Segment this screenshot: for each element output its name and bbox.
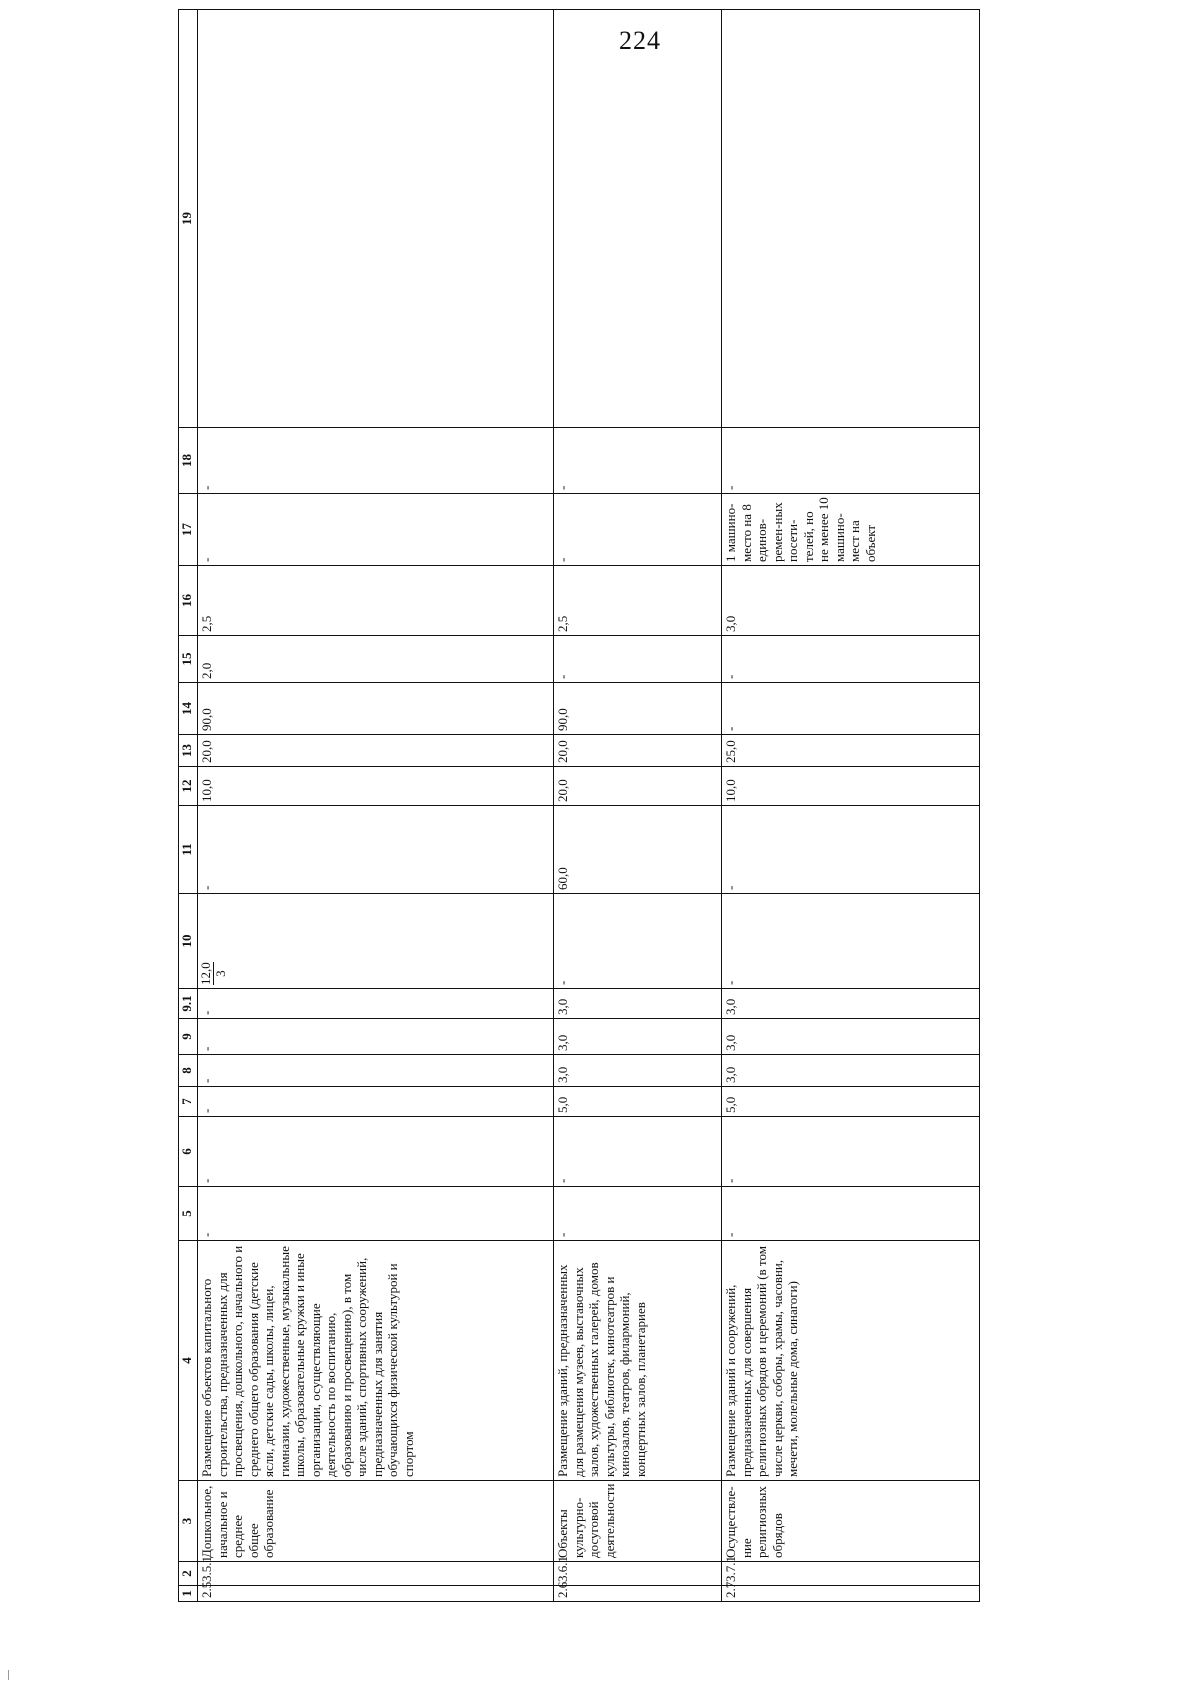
use-code: 3.7.1 — [722, 1562, 980, 1586]
cell-col14: - — [722, 683, 980, 735]
cell-col16: 2,5 — [198, 566, 554, 636]
header-cell: 1 — [179, 1586, 198, 1602]
cell-col5: - — [554, 1187, 722, 1241]
use-description: Размещение зданий, предназначенных для размещения музеев, выставочных залов, художественных галерей, домов культуры, библиотек, кинотеатров и кинозалов, театров, филармоний, концертных залов, планетариев — [554, 1241, 722, 1481]
use-name: Объекты культурно-досуговой деятельности — [554, 1481, 722, 1562]
page-number: 224 — [619, 26, 661, 55]
cell-col15: - — [554, 636, 722, 683]
cell-col12: 10,0 — [198, 767, 554, 806]
cell-col8: 3,0 — [722, 1055, 980, 1087]
cell-col6: - — [722, 1117, 980, 1187]
header-cell: 13 — [179, 735, 198, 767]
header-cell: 6 — [179, 1117, 198, 1187]
cell-col15: 2,0 — [198, 636, 554, 683]
header-cell: 10 — [179, 894, 198, 989]
cell-col9-1: 3,0 — [722, 989, 980, 1019]
cell-col17: 1 машино-место на 8 единов-ремен-ных посети-телей, но не менее 10 машино-мест на объект — [722, 494, 980, 566]
cell-col18: - — [198, 428, 554, 494]
use-code: 3.6.1 — [554, 1562, 722, 1586]
header-cell: 15 — [179, 636, 198, 683]
cell-col17: - — [554, 494, 722, 566]
row-number: 2.7 — [722, 1586, 980, 1602]
cell-col19 — [198, 10, 554, 428]
crop-mark — [8, 1670, 9, 1680]
cell-col12: 20,0 — [554, 767, 722, 806]
header-cell: 2 — [179, 1562, 198, 1586]
cell-col13: 20,0 — [554, 735, 722, 767]
cell-col9: 3,0 — [722, 1019, 980, 1055]
cell-col12: 10,0 — [722, 767, 980, 806]
cell-col18: - — [722, 428, 980, 494]
land-use-regulations-table — [178, 9, 980, 1602]
cell-col9: 3,0 — [554, 1019, 722, 1055]
fraction-denominator: 3 — [213, 970, 228, 977]
header-row — [179, 10, 198, 1602]
use-code: 3.5.1 — [198, 1562, 554, 1586]
cell-col15: - — [722, 636, 980, 683]
cell-col8: 3,0 — [554, 1055, 722, 1087]
cell-col16: 3,0 — [722, 566, 980, 636]
header-cell: 18 — [179, 428, 198, 494]
cell-col9: - — [198, 1019, 554, 1055]
cell-col5: - — [722, 1187, 980, 1241]
use-description: Размещение зданий и сооружений, предназначенных для совершения религиозных обрядов и церемоний (в том числе церкви, соборы, храмы, часовни, мечети, молельные дома, синагоги) — [722, 1241, 980, 1481]
rotated-table-wrapper — [178, 110, 978, 1602]
cell-col11: 60,0 — [554, 806, 722, 894]
cell-col10: - — [554, 894, 722, 989]
cell-col11: - — [198, 806, 554, 894]
row-number: 2.6 — [554, 1586, 722, 1602]
table-row — [722, 10, 980, 1602]
header-cell: 17 — [179, 494, 198, 566]
header-cell: 7 — [179, 1087, 198, 1117]
fraction — [199, 962, 228, 985]
cell-col5: - — [198, 1187, 554, 1241]
cell-col8: - — [198, 1055, 554, 1087]
cell-col19 — [554, 10, 722, 428]
cell-col11: - — [722, 806, 980, 894]
header-cell: 4 — [179, 1241, 198, 1481]
fraction-numerator: 12,0 — [198, 962, 213, 985]
header-cell: 3 — [179, 1481, 198, 1562]
cell-col7: - — [198, 1087, 554, 1117]
row-number: 2.5 — [198, 1586, 554, 1602]
cell-col17: - — [198, 494, 554, 566]
header-cell: 8 — [179, 1055, 198, 1087]
table-row — [554, 10, 722, 1602]
header-cell: 11 — [179, 806, 198, 894]
cell-col13: 20,0 — [198, 735, 554, 767]
cell-col16: 2,5 — [554, 566, 722, 636]
header-cell: 12 — [179, 767, 198, 806]
cell-col14: 90,0 — [198, 683, 554, 735]
cell-col6: - — [198, 1117, 554, 1187]
header-cell: 9.1 — [179, 989, 198, 1019]
header-cell: 14 — [179, 683, 198, 735]
cell-col18: - — [554, 428, 722, 494]
cell-col10: - — [722, 894, 980, 989]
cell-col6: - — [554, 1117, 722, 1187]
header-cell: 19 — [179, 10, 198, 428]
cell-col19 — [722, 10, 980, 428]
header-cell: 16 — [179, 566, 198, 636]
cell-col7: 5,0 — [554, 1087, 722, 1117]
header-cell: 5 — [179, 1187, 198, 1241]
use-name: Дошкольное, начальное и среднее общее образование — [198, 1481, 554, 1562]
cell-col13: 25,0 — [722, 735, 980, 767]
rotated-table-layer — [178, 110, 978, 1602]
cell-col14: 90,0 — [554, 683, 722, 735]
cell-col9-1: 3,0 — [554, 989, 722, 1019]
use-name: Осуществле-ние религиозных обрядов — [722, 1481, 980, 1562]
use-description: Размещение объектов капитального строительства, предназначенных для просвещения, дошкольного, начального и среднего общего образования (детские ясли, детские сады, школы, лицеи, гимназии, художественные, музыкальные школы, образовательные кружки и иные организации, осуществляющие деятельность по воспитанию, образованию и просвещению), в том числе зданий, спортивных сооружений, предназначенных для занятия обучающихся физической культурой и спортом — [198, 1241, 554, 1481]
cell-col10 — [198, 894, 554, 989]
cell-col9-1: - — [198, 989, 554, 1019]
header-cell: 9 — [179, 1019, 198, 1055]
cell-col7: 5,0 — [722, 1087, 980, 1117]
table-row — [198, 10, 554, 1602]
